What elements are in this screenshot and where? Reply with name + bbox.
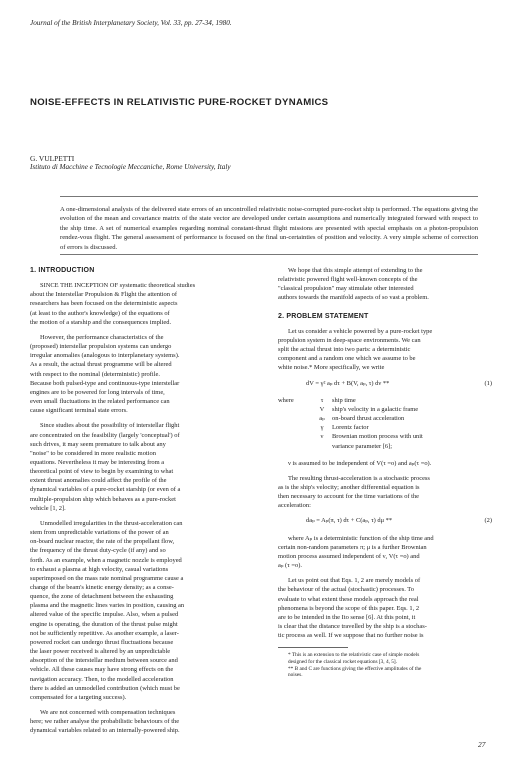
text-line: are concentrated on the feasibility (largely 'conceptual') of [30, 431, 180, 439]
text-line: the motion of a starship and the consequences implied. [30, 318, 172, 326]
paper-title: NOISE-EFFECTS IN RELATIVISTIC PURE-ROCKET DYNAMICS [30, 97, 329, 108]
text-line: evaluate to what extent these models approach the real [278, 595, 419, 603]
text-line: As a result, the actual thrust programme will be altered [30, 361, 172, 369]
text-line: We hope that this simple attempt of extending to the [288, 267, 423, 274]
def-symbol: aₚ [319, 415, 325, 423]
author-name: G. VULPETTI [30, 154, 75, 163]
text-line: designed for the classical rocket equations [3, 4, 5]. [288, 658, 397, 665]
text-line: engines are to be powered for long intervals of time, [30, 388, 165, 396]
text-line: stem from unpredictable variations of the power of an [30, 529, 169, 537]
def-symbol: γ [320, 424, 324, 432]
text-line: aₚ (τ =o). [278, 562, 302, 570]
def-symbol: ν [320, 433, 324, 441]
paragraph [278, 474, 504, 511]
text-line: researchers has been focused on the deterministic aspects [30, 300, 178, 308]
text-line: component and a random one which we assume to be [278, 355, 416, 363]
equation-2 [278, 516, 504, 525]
text-line: Let us point out that Eqs. 1, 2 are merely models of [288, 577, 421, 585]
text-line: "noise" to be considered in more realistic motion [30, 449, 156, 457]
text-line: Since studies about the possibility of interstellar flight [40, 422, 180, 430]
text-line: vehicle [1, 2]. [30, 504, 66, 512]
text-line: with respect to the nominal (deterministic) profile. [30, 370, 160, 378]
variable-definitions [278, 396, 504, 451]
text-line: authors towards the manifold aspects of so vast a problem. [278, 294, 429, 302]
text-line: dynamical variables of a pure-rocket starship (or even of a [30, 486, 181, 494]
text-line: even small fluctuations in the related performance can [30, 398, 170, 406]
footnote-rule [278, 647, 348, 648]
text-line: absorption of the interstellar medium between source and [30, 657, 178, 665]
text-line: there is added an unmodelled contribution (which must be [30, 684, 180, 692]
text-line: * This is an extension to the relativistic case of simple models [288, 652, 420, 659]
abstract: A one-dimensional analysis of the delivered state errors of an uncontrolled relativistic noise-corrupted pure-rocket ship is performed. The equations giving the evolution of the mean and covariance matrix of the state vector are developed under certain assumptions and numerically integrated forward with respect to the ship time. A set of numerical examples regarding nominal constant-thrust flight missions are presented with special emphasis on a photon-propulsion rendez-vous flight. The general assessment of performance is focused on the final un-certainties of position and velocity. A very simple scheme of correction of errors is discussed. [60, 206, 478, 251]
text-line: to exhaust a plasma at high velocity, casual variations [30, 565, 169, 573]
section-heading-problem-statement: 2. PROBLEM STATEMENT [278, 312, 369, 320]
text-line: as is the ship's velocity; another differential equation is [278, 483, 420, 491]
abstract-rule-bottom [60, 254, 478, 255]
text-line: (proposed) interstellar propulsion systems can undergo [30, 343, 172, 351]
section-heading-introduction: 1. INTRODUCTION [30, 267, 95, 274]
text-line: altered value of the specific impulse. Also, when a pulsed [30, 611, 179, 619]
equation-1 [278, 379, 504, 388]
text-line: irregular anomalies (analogous to interplanetary systems). [30, 352, 180, 360]
paragraph [278, 576, 504, 640]
text-line: propulsion system in deep-space environments. We can [278, 336, 421, 344]
text-line: are to be intended in the Ito sense [6]. At this point, it [278, 613, 416, 621]
text-line: powered rocket can undergo thrust fluctuations because [30, 638, 174, 646]
text-line: dynamical variables related to an internally-powered ship. [30, 727, 180, 735]
abstract-rule-top [60, 196, 478, 197]
text-line: the frequency of the thrust duty-cycle (if any) and so [30, 547, 166, 555]
text-line: engine is operating, the duration of the thrust pulse might [30, 620, 178, 628]
text-line: multiple-propulsion ship which behaves as a pure-rocket [30, 495, 176, 503]
equation-expression: dV = γ² aₚ dτ + B(V, aₚ, τ) dν ** [306, 379, 390, 387]
def-symbol: V [319, 405, 325, 413]
def-symbol: τ [320, 396, 324, 404]
def-description: ship time [332, 396, 356, 404]
paragraph [278, 459, 504, 468]
text-line: Let us consider a vehicle powered by a pure-rocket type [288, 327, 433, 335]
text-line: plasma and the magnetic lines varies in position, causing an [30, 602, 185, 610]
author-affiliation: Istituto di Macchine e Tecnologie Meccaniche, Rome University, Italy [30, 163, 231, 171]
text-line: white noise.* More specifically, we write [278, 364, 385, 372]
text-line: However, the performance characteristics of the [40, 333, 164, 341]
def-description: on-board thrust acceleration [332, 415, 405, 423]
text-line: split the actual thrust into two parts: a deterministic [278, 346, 411, 354]
text-line: forth. As an example, when a magnetic nozzle is employed [30, 556, 182, 564]
text-line: ** B and C are functions giving the effective amplitudes of the [288, 665, 422, 672]
text-line: cause significant terminal state errors. [30, 407, 128, 415]
text-line: motion process assumed independent of ν, V(τ =o) and [278, 552, 420, 560]
def-description: ship's velocity in a galactic frame [332, 405, 419, 413]
page-number: 27 [478, 740, 486, 749]
footnote [278, 666, 504, 679]
text-line: equations. Nevertheless it may be interesting from a [30, 458, 165, 466]
left-column [30, 266, 256, 742]
def-description: variance parameter [6]; [332, 442, 393, 450]
paragraph [30, 421, 256, 513]
right-column [278, 266, 504, 679]
text-line: not be sufficiently repetitive. As another example, a laser- [30, 629, 179, 637]
footnote [278, 652, 504, 665]
text-line: (at least to the author's knowledge) of the equations of [30, 309, 170, 317]
text-line: compensated for a targeting success). [30, 693, 127, 701]
text-line: SINCE THE INCEPTION OF systematic theoretical studies [40, 282, 196, 290]
equation-expression: daₚ = Aₚ(π, τ) dτ + C(aₚ, τ) dμ ** [306, 517, 393, 525]
text-line: about the Interstellar Propulsion & Flight the attention of [30, 291, 177, 299]
equation-number: (2) [484, 517, 492, 525]
text-line: ν is assumed to be independent of V(τ =o) and aₚ(τ =o). [288, 459, 432, 467]
def-description: Brownian motion process with unit [332, 433, 423, 441]
text-line: change of the beam's kinetic energy density; as a conse- [30, 584, 174, 591]
text-line: relativistic powered flight well-known concepts of the [278, 276, 418, 284]
paragraph [30, 708, 256, 735]
text-line: where Aₚ is a deterministic function of the ship time and [288, 534, 434, 542]
paragraph [30, 519, 256, 702]
text-line: "classical propulsion" may stimulate other interested [278, 285, 414, 293]
def-description: Lorentz factor [332, 424, 369, 432]
text-line: superimposed on the mass rate nominal programme cause a [30, 574, 184, 582]
paragraph [278, 534, 504, 571]
text-line: here; we rather analyse the probabilistic behaviours of the [30, 718, 180, 726]
text-line: Because both pulsed-type and continuous-type interstellar [30, 379, 180, 387]
text-line: extent thrust anomalies could affect the profile of the [30, 477, 167, 485]
text-line: then necessary to account for the time variations of the [278, 493, 420, 501]
text-line: vehicle. All these causes may have strong effects on the [30, 666, 174, 674]
text-line: noises. [288, 672, 303, 679]
paragraph [30, 281, 256, 327]
text-line: tic process as well. If we suppose that no further noise is [278, 632, 424, 640]
text-line: Unmodelled irregularities in the thrust-acceleration can [40, 519, 183, 527]
where-label: where [278, 396, 294, 404]
text-line: navigation accuracy. Then, to the modelled acceleration [30, 675, 174, 683]
text-line: on-board nuclear reactor, the rate of the propellant flow, [30, 538, 175, 546]
text-line: We are not concerned with compensation techniques [40, 709, 176, 717]
equation-number: (1) [484, 379, 492, 387]
text-line: phenomena is beyond the scope of this paper. Eqs. 1, 2 [278, 604, 420, 612]
paragraph [278, 266, 504, 303]
text-line: such drives, it may seem premature to talk about any [30, 440, 166, 448]
text-line: quence, the zone of detachment between the exhausting [30, 593, 174, 601]
text-line: acceleration: [278, 502, 311, 510]
text-line: the laser power received is altered by an unpredictable [30, 648, 171, 656]
text-line: theoretical point of view to begin by examining to what [30, 468, 174, 476]
paragraph [30, 333, 256, 415]
paragraph [278, 327, 504, 373]
text-line: certain non-random parameters π; μ is a further Brownian [278, 543, 427, 551]
text-line: is clear that the distance travelled by the ship is a stochas- [278, 623, 427, 630]
text-line: the behaviour of the actual (stochastic) processes. To [278, 586, 415, 594]
text-line: The resulting thrust-acceleration is a stochastic process [288, 474, 430, 482]
journal-citation: Journal of the British Interplanetary Society, Vol. 33, pp. 27-34, 1980. [30, 19, 232, 27]
